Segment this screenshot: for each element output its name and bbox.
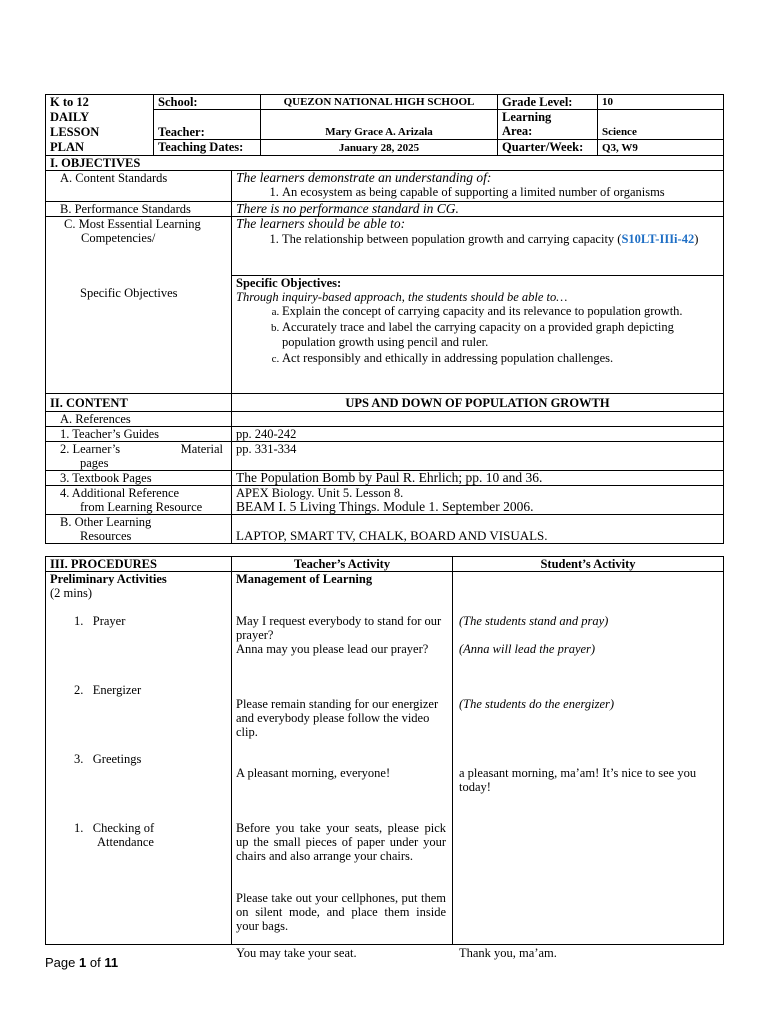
teacher-value: Mary Grace A. Arizala bbox=[261, 110, 498, 139]
content-standards-item: 1. An ecosystem as being capable of supporting a limited number of organisms bbox=[282, 185, 719, 199]
step-greetings: 3. Greetings bbox=[74, 752, 142, 766]
header-table bbox=[45, 94, 724, 156]
grade-label: Grade Level: bbox=[498, 95, 598, 110]
teacher-prayer-lead: Anna may you please lead our prayer? bbox=[236, 642, 429, 656]
learners-material-value: pp. 331-334 bbox=[232, 442, 724, 471]
learning-area-value: Science bbox=[598, 110, 724, 139]
textbook-value: The Population Bomb by Paul R. Ehrlich; pp. 10 and 36. bbox=[232, 471, 724, 486]
dlp-label: K to 12 DAILY LESSON PLAN bbox=[46, 95, 154, 156]
specific-objectives-lead: Through inquiry-based approach, the students should be able to… bbox=[236, 290, 568, 304]
other-resources-label bbox=[46, 515, 232, 544]
school-value: QUEZON NATIONAL HIGH SCHOOL bbox=[261, 95, 498, 110]
additional-label-1: 4. Additional Reference bbox=[60, 486, 180, 500]
teacher-attendance-1: Before you take your seats, please pick up the small pieces of paper under your chairs and also arrange your chairs. bbox=[236, 821, 446, 863]
competencies-label-2: Competencies/ bbox=[81, 231, 156, 245]
learners-material-label bbox=[46, 442, 232, 471]
objectives-heading: I. OBJECTIVES bbox=[46, 156, 724, 171]
teacher-attendance-2: Please take out your cellphones, put them on silent mode, and place them inside your bags. bbox=[236, 891, 446, 933]
learners-label-3: pages bbox=[80, 456, 109, 470]
competencies-lead: The learners should be able to: bbox=[236, 216, 406, 231]
additional-value-1: APEX Biology. Unit 5. Lesson 8. bbox=[236, 486, 404, 500]
content-standards-lead: The learners demonstrate an understanding of: bbox=[236, 170, 492, 185]
competency-text: The relationship between population growth and carrying capacity ( bbox=[282, 232, 622, 246]
quarter-value: Q3, W9 bbox=[598, 139, 724, 155]
learners-label-2: Material bbox=[180, 442, 223, 456]
specific-objectives-heading: Specific Objectives: bbox=[236, 276, 342, 290]
additional-reference-label bbox=[46, 486, 232, 515]
student-energizer: (The students do the energizer) bbox=[459, 697, 615, 711]
teacher-activity-heading: Teacher’s Activity bbox=[232, 557, 453, 572]
preliminary-time: (2 mins) bbox=[50, 586, 93, 600]
procedures-steps-cell bbox=[46, 572, 232, 945]
page-word: Page bbox=[45, 955, 76, 970]
other-resources-value: LAPTOP, SMART TV, CHALK, BOARD AND VISUALS. bbox=[232, 515, 724, 544]
other-label-1: B. Other Learning bbox=[60, 515, 152, 529]
references-value bbox=[232, 412, 724, 427]
learning-area-label: Learning Area: bbox=[498, 110, 598, 139]
specific-objectives-label: Specific Objectives bbox=[46, 276, 232, 394]
competency-item bbox=[282, 231, 719, 247]
preliminary-activities: Preliminary Activities bbox=[50, 572, 167, 586]
student-activity-cell bbox=[453, 572, 724, 960]
teacher-take-seat: You may take your seat. bbox=[236, 946, 357, 960]
objectives-content-table bbox=[45, 155, 724, 544]
competency-code: S10LT-IIIi-42 bbox=[621, 232, 695, 246]
grade-value: 10 bbox=[598, 95, 724, 110]
teaching-dates-label: Teaching Dates: bbox=[154, 139, 261, 155]
page-number: 1 bbox=[79, 955, 87, 970]
teacher-greeting: A pleasant morning, everyone! bbox=[236, 766, 391, 780]
teacher-activity-cell bbox=[232, 572, 453, 960]
step-attendance: 1. Checking of Attendance bbox=[74, 821, 155, 849]
student-activity-heading: Student’s Activity bbox=[453, 557, 724, 572]
student-greeting: a pleasant morning, ma’am! It’s nice to see you today! bbox=[459, 766, 697, 794]
performance-standards-value: There is no performance standard in CG. bbox=[232, 202, 724, 217]
teacher-energizer: Please remain standing for our energizer and everybody please follow the video clip. bbox=[236, 697, 439, 739]
specific-objective-b: b. Accurately trace and label the carrying capacity on a provided graph depicting population growth using pencil and ruler. bbox=[282, 320, 719, 351]
step-energizer: 2. Energizer bbox=[74, 683, 142, 697]
additional-label-2: from Learning Resource bbox=[80, 500, 203, 514]
teacher-prayer-request: May I request everybody to stand for our prayer? bbox=[236, 614, 442, 642]
quarter-label: Quarter/Week: bbox=[498, 139, 598, 155]
student-anna-lead: (Anna will lead the prayer) bbox=[459, 642, 596, 656]
procedures-heading: III. PROCEDURES bbox=[46, 557, 232, 572]
references-label: A. References bbox=[46, 412, 232, 427]
specific-objective-a: a. Explain the concept of carrying capacity and its relevance to population growth. bbox=[282, 304, 719, 320]
page-footer bbox=[45, 955, 118, 970]
learners-label-1: 2. Learner’s bbox=[60, 442, 121, 456]
specific-objective-c: c. Act responsibly and ethically in addressing population challenges. bbox=[282, 351, 719, 367]
content-heading: II. CONTENT bbox=[46, 394, 232, 412]
additional-value-2: BEAM I. 5 Living Things. Module 1. September 2006. bbox=[236, 499, 534, 514]
page-total: 11 bbox=[104, 955, 119, 970]
textbook-label: 3. Textbook Pages bbox=[46, 471, 232, 486]
procedures-table bbox=[45, 556, 724, 960]
other-label-2: Resources bbox=[80, 529, 132, 543]
content-title: UPS AND DOWN OF POPULATION GROWTH bbox=[232, 394, 724, 412]
content-standards-label: A. Content Standards bbox=[46, 171, 232, 202]
school-label: School: bbox=[154, 95, 261, 110]
teachers-guides-label: 1. Teacher’s Guides bbox=[46, 427, 232, 442]
competencies-label-1: C. Most Essential Learning bbox=[64, 217, 201, 231]
management-of-learning: Management of Learning bbox=[236, 572, 373, 586]
student-thanks: Thank you, ma’am. bbox=[459, 946, 557, 960]
teachers-guides-value: pp. 240-242 bbox=[232, 427, 724, 442]
step-prayer: 1. Prayer bbox=[74, 614, 126, 628]
teaching-dates-value: January 28, 2025 bbox=[261, 139, 498, 155]
teacher-label: Teacher: bbox=[154, 110, 261, 139]
competency-close: ) bbox=[694, 232, 699, 246]
of-word: of bbox=[89, 955, 101, 970]
performance-standards-label: B. Performance Standards bbox=[46, 202, 232, 217]
student-prayer: (The students stand and pray) bbox=[459, 614, 609, 628]
